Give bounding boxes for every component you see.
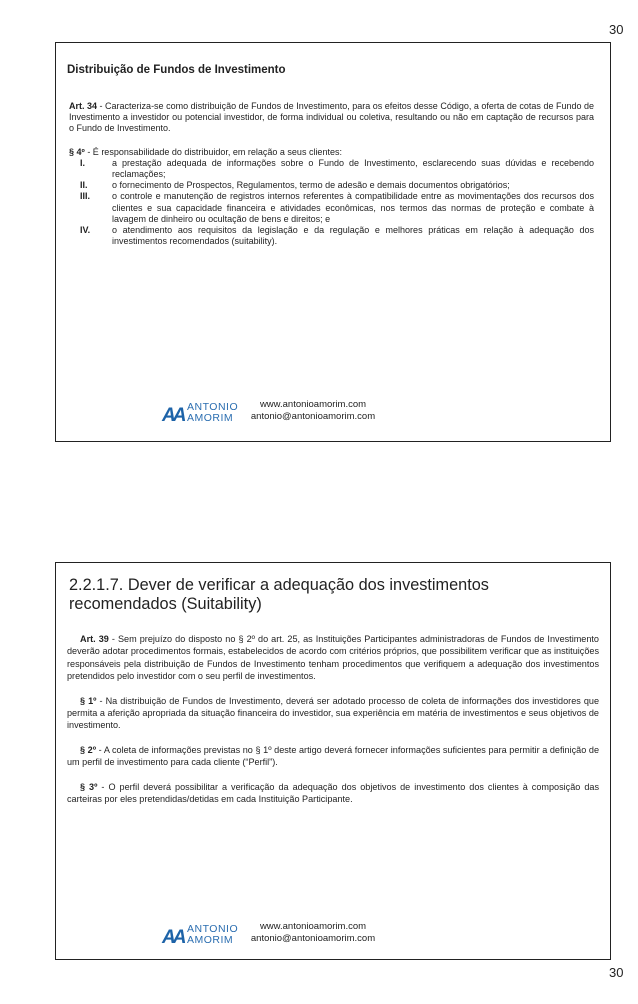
art34-label: Art. 34 [69,101,98,111]
art34-text: - Caracteriza-se como distribuição de Fundos de Investimento, para os efeitos desse Código, a oferta de cotas de Fundo de Investimento a investidor ou potencial investidor, de forma individual ou coletiva, resultando ou não em captação de recursos para o Fundo de Investimento. [69,101,595,134]
par4-label: § 4º [69,146,85,157]
logo-mark-icon: AA [162,405,184,426]
slide-footer [159,913,389,949]
slide-title: 2.2.1.7. Dever de verificar a adequação dos investimentos recomendados (Suitability) [69,576,489,613]
slide-footer [159,391,389,427]
contact-info [243,399,383,423]
logo-line1: ANTONIO [187,923,239,935]
slide-body [67,633,599,805]
slide-title: Distribuição de Fundos de Investimento [67,64,286,76]
logo-line2: AMORIM [187,934,234,946]
email-link[interactable]: antonio@antonioamorim.com [250,933,376,944]
antonio-amorim-logo [159,913,239,949]
contact-info [243,921,383,945]
p1-label: § 1º [80,695,97,706]
p1-text: - Na distribuição de Fundos de Investimento, deverá ser adotado processo de coleta de informações dos investidores que permita a aferição apropriada da situação financeira do investidor, sua experiência em matéria de investimentos e seus objetivos de investimento. [67,695,599,731]
email-link[interactable]: antonio@antonioamorim.com [250,411,376,422]
website-link[interactable]: www.antonioamorim.com [259,399,367,410]
page-number-top: 30 [609,22,624,37]
art39-paragraph [67,633,599,683]
p3-label: § 3º [80,781,98,792]
slide-body [69,101,594,247]
art39-text: - Sem prejuízo do disposto no § 2º do art. 25, as Instituições Participantes administradoras de Fundos de Investimento deverão adotar procedimentos formais, estabelecidos de acordo com critérios próprios, que possibilitem verificar que as instituições responsáveis pela distribuição de Fundos de Investimento tenham procedimentos que verifiquem a adequação dos investimentos pretendidos pelo investidor com o seu perfil de investimentos. [67,634,599,682]
slide-suitability [55,562,611,960]
list-item: II. o fornecimento de Prospectos, Regulamentos, termo de adesão e demais documentos obrigatórios; [80,180,510,191]
antonio-amorim-logo [159,391,239,427]
art34-paragraph [69,101,594,135]
par4-paragraph [69,147,594,158]
list-item: I. a prestação adequada de informações sobre o Fundo de Investimento, esclarecendo suas dúvidas e recebendo reclamações; [80,157,594,180]
p2-text: - A coleta de informações previstas no § 1º deste artigo deverá fornecer informações suficientes para permitir a definição de um perfil de investimento para cada cliente (“Perfil”). [67,744,600,768]
slide-distribuicao-fundos [55,42,611,442]
list-item: III. o controle e manutenção de registros internos referentes à compatibilidade entre as movimentações dos recursos dos clientes e sua capacidade financeira e atividades econômicas, nos termos das normas de proteção e combate à lavagem de dinheiro ou ocultação de bens e direitos; e [80,191,594,224]
p1-paragraph [67,695,599,732]
p3-text: - O perfil deverá possibilitar a verificação da adequação dos objetivos de investimento dos clientes à composição das carteiras por eles pretendidas/detidas em cada Instituição Participante. [67,781,599,805]
p2-label: § 2º [80,744,97,755]
p2-paragraph [67,744,599,769]
website-link[interactable]: www.antonioamorim.com [259,921,367,932]
logo-line1: ANTONIO [187,401,239,413]
logo-line2: AMORIM [187,412,234,424]
list-item: IV. o atendimento aos requisitos da legislação e da regulação e melhores práticas em relação à adequação dos investimentos recomendados (suitability). [80,225,594,247]
logo-mark-icon: AA [162,927,184,948]
par4-text: - É responsabilidade do distribuidor, em relação a seus clientes: [84,146,342,157]
p3-paragraph [67,781,599,806]
page-number-bottom: 30 [609,965,624,980]
art39-label: Art. 39 [80,634,109,644]
